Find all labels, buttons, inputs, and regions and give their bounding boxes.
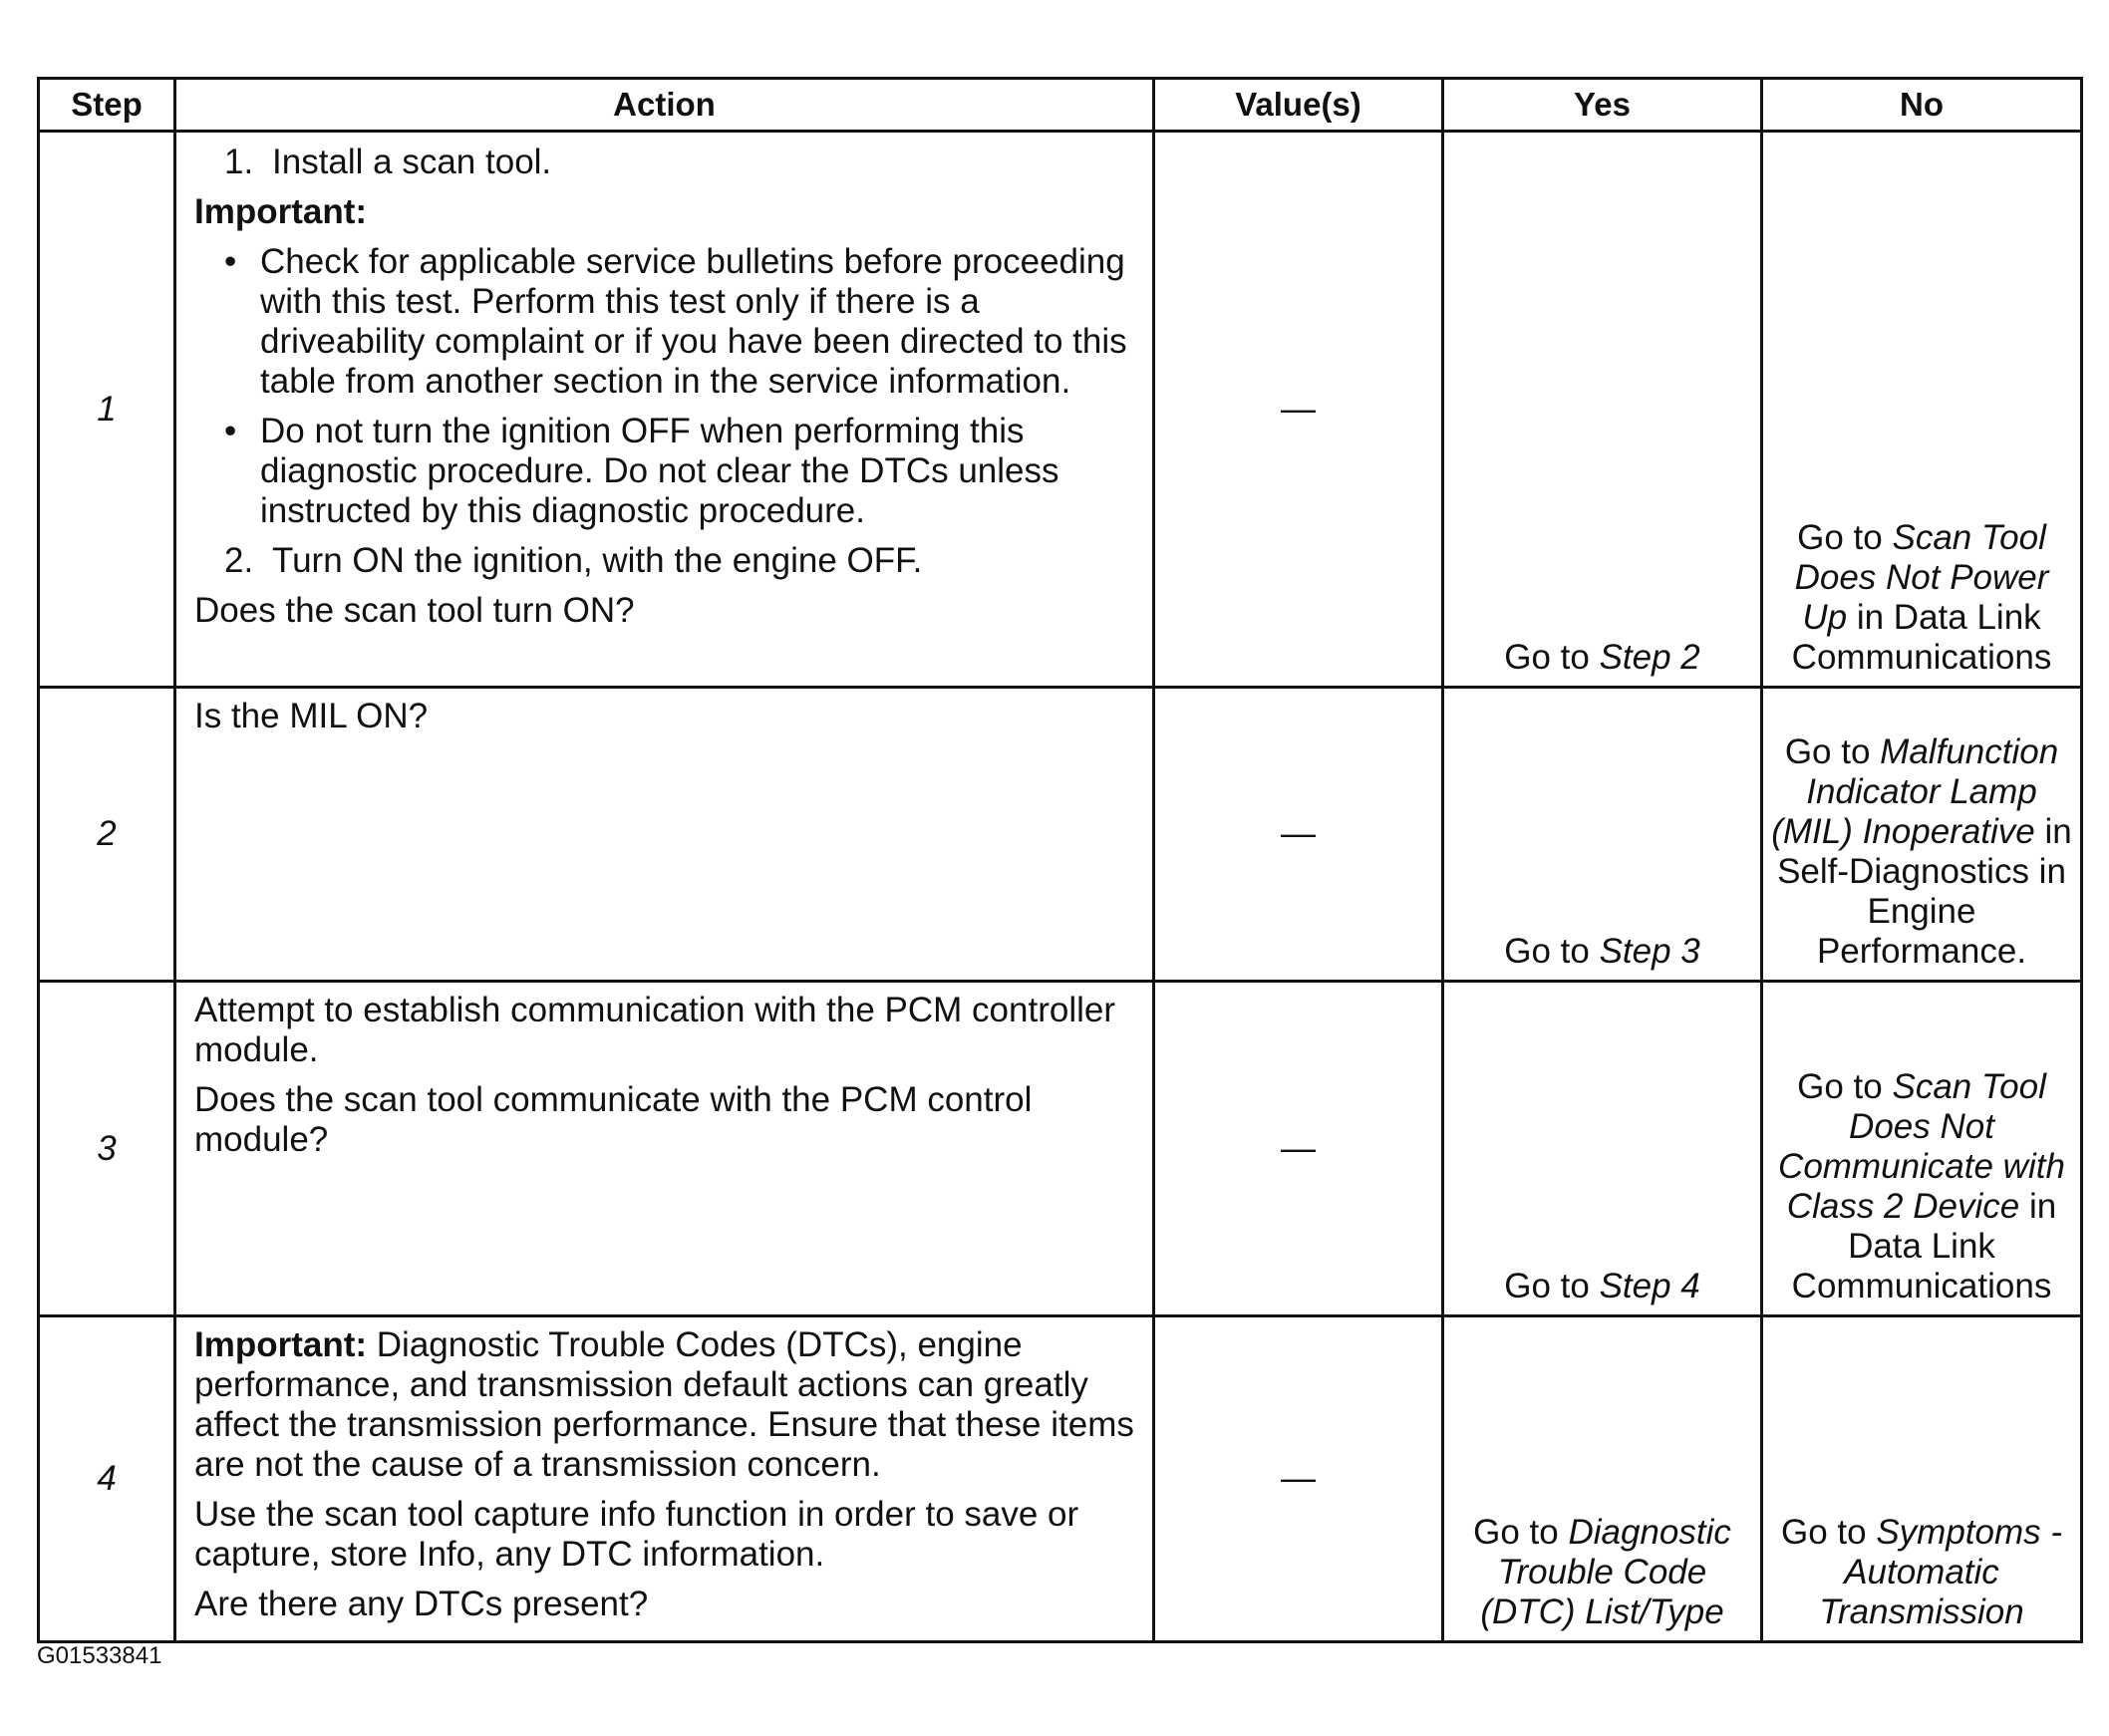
action-item-text: Turn ON the ignition, with the engine OFF. [272, 541, 923, 580]
important-text: Diagnostic Trouble Codes (DTCs), engine performance, and transmission default actions can greatly affect the transmission performance. Ensure that these items are not the cause of a transmission concern. [194, 1325, 1134, 1484]
no-cell [1762, 688, 2082, 982]
action-question: Does the scan tool turn ON? [194, 591, 635, 630]
action-text: Attempt to establish communication with the PCM controller module. [194, 991, 1115, 1069]
yes-cell [1443, 132, 1762, 688]
header-values: Value(s) [1154, 79, 1443, 132]
value-cell: — [1154, 132, 1443, 688]
table-row [39, 132, 2082, 688]
bullet-item: • Check for applicable service bulletins before proceeding with this test. Perform this test only if there is a driveability complaint or if you have been directed to this table from another section in the service information. [194, 242, 1134, 402]
value-cell: — [1154, 982, 1443, 1316]
action-cell [175, 1316, 1154, 1642]
no-cell [1762, 132, 2082, 688]
bullet-text: Check for applicable service bulletins before proceeding with this test. Perform this test only if there is a driveability complaint or if you have been directed to this table from another section in the service information. [260, 242, 1127, 401]
step-number: 4 [39, 1316, 175, 1642]
numbered-item: 1. Install a scan tool. [224, 143, 552, 181]
bullet-item: • Do not turn the ignition OFF when performing this diagnostic procedure. Do not clear the DTCs unless instructed by this diagnostic procedure. [194, 412, 1134, 531]
yes-cell [1443, 1316, 1762, 1642]
yes-link[interactable]: Diagnostic Trouble Code (DTC) List/Type [1480, 1513, 1731, 1631]
header-action: Action [175, 79, 1154, 132]
action-cell [175, 982, 1154, 1316]
no-prefix: Go to [1784, 732, 1871, 771]
no-prefix: Go to [1797, 518, 1883, 557]
figure-id: G01533841 [37, 1642, 162, 1669]
no-prefix: Go to [1780, 1513, 1867, 1552]
yes-prefix: Go to [1504, 638, 1590, 677]
important-label: Important: [194, 192, 368, 231]
step-number: 1 [39, 132, 175, 688]
no-section: Self-Diagnostics in Engine Performance. [1777, 852, 2066, 971]
no-section: Data Link Communications [1791, 598, 2052, 677]
no-section: Data Link Communications [1791, 1227, 2052, 1305]
action-question: Are there any DTCs present? [194, 1585, 649, 1623]
table-row [39, 1316, 2082, 1642]
table-row [39, 982, 2082, 1316]
header-row [39, 79, 2082, 132]
numbered-item: 2. Turn ON the ignition, with the engine OFF. [224, 541, 923, 580]
no-link[interactable]: Scan Tool Does Not Communicate with Class 2 Device [1778, 1067, 2065, 1226]
action-cell [175, 132, 1154, 688]
no-suffix: in [2028, 1187, 2057, 1226]
action-important-paragraph [194, 1325, 1134, 1485]
header-step: Step [39, 79, 175, 132]
step-number: 3 [39, 982, 175, 1316]
yes-cell [1443, 688, 1762, 982]
important-label: Important: [194, 1325, 368, 1364]
bullet-text: Do not turn the ignition OFF when performing this diagnostic procedure. Do not clear the DTCs unless instructed by this diagnostic procedure. [260, 412, 1059, 530]
value-cell: — [1154, 1316, 1443, 1642]
no-prefix: Go to [1797, 1067, 1883, 1106]
yes-prefix: Go to [1473, 1513, 1559, 1552]
action-question: Is the MIL ON? [194, 697, 429, 735]
no-link[interactable]: Malfunction Indicator Lamp (MIL) Inoperative [1771, 732, 2059, 851]
step-number: 2 [39, 688, 175, 982]
yes-link[interactable]: Step 3 [1599, 932, 1700, 971]
value-cell: — [1154, 688, 1443, 982]
action-item-text: Install a scan tool. [272, 143, 552, 181]
no-suffix: in [2044, 812, 2072, 851]
yes-prefix: Go to [1504, 932, 1590, 971]
yes-link[interactable]: Step 4 [1599, 1267, 1700, 1305]
yes-prefix: Go to [1504, 1267, 1590, 1305]
action-question: Does the scan tool communicate with the PCM control module? [194, 1080, 1033, 1159]
no-cell [1762, 982, 2082, 1316]
diagnostic-table [37, 77, 2083, 1643]
no-link[interactable]: Scan Tool Does Not Power Up [1794, 518, 2049, 637]
header-yes: Yes [1443, 79, 1762, 132]
no-suffix: in [1856, 598, 1885, 637]
no-cell [1762, 1316, 2082, 1642]
action-cell [175, 688, 1154, 982]
yes-cell [1443, 982, 1762, 1316]
action-text: Use the scan tool capture info function in order to save or capture, store Info, any DTC information. [194, 1495, 1079, 1574]
table-row [39, 688, 2082, 982]
yes-link[interactable]: Step 2 [1599, 638, 1700, 677]
no-link[interactable]: Symptoms - Automatic Transmission [1819, 1513, 2063, 1631]
header-no: No [1762, 79, 2082, 132]
